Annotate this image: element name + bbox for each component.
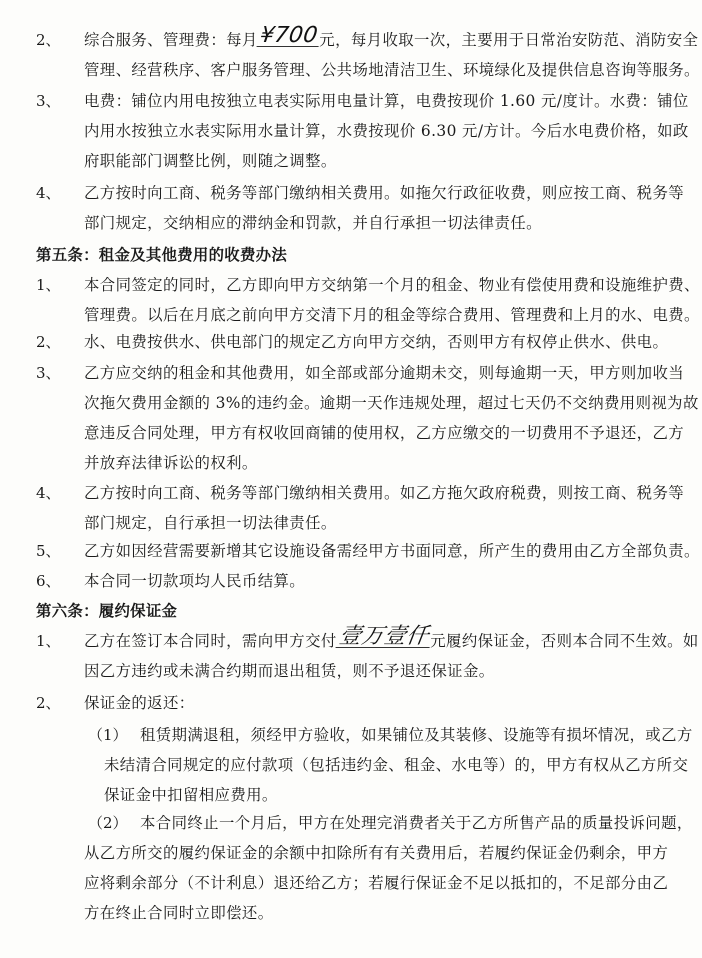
sub-clause-text: 租赁期满退租，须经甲方验收，如果铺位及其装修、设施等有损坏情况，或乙方: [140, 726, 693, 744]
clause-number: 6、: [36, 572, 61, 590]
section-heading: 第六条：履约保证金: [36, 602, 178, 620]
clause-number: 3、: [36, 92, 61, 110]
sub-clause-text: 从乙方所交的履约保证金的余额中扣除所有有关费用后，若履约保证金仍剩余，甲方: [84, 844, 669, 862]
sub-clause-text: 未结清合同规定的应付款项（包括违约金、租金、水电等）的，甲方有权从乙方所交: [104, 756, 689, 774]
clause-number: 2、: [36, 333, 61, 351]
clause-number: 3、: [36, 364, 61, 382]
handwritten-amount: ¥700: [258, 23, 320, 48]
sub-clause-number: （1）: [88, 726, 128, 744]
clause-number: 2、: [36, 694, 61, 712]
clause-text: 乙方按时向工商、税务等部门缴纳相关费用。如拖欠行政征收费，则应按工商、税务等 部门规定，交纳相应的滞纳金和罚款，并自行承担一切法律责任。: [84, 184, 685, 232]
clause-text: 乙方应交纳的租金和其他费用，如全部或部分逾期未交，则每逾期一天，甲方则加收当 次拖欠费用金额的 3%的违约金。逾期一天作违规处理，超过七天仍不交纳费用则视为故 意违反合同处理，甲方有权收回商铺的使用权，乙方应缴交的一切费用不予退还，乙方 并放弃法律诉讼的权利。: [84, 364, 699, 472]
clause-number: 4、: [36, 484, 61, 502]
sub-clause-text: 方在终止合同时立即偿还。: [84, 904, 274, 922]
clause-text: 本合同一切款项均人民币结算。: [84, 572, 306, 590]
clause-text: 乙方如因经营需要新增其它设施设备需经甲方书面同意，所产生的费用由乙方全部负责。: [84, 542, 700, 560]
clause-text: 保证金的返还：: [84, 694, 195, 712]
clause-number: 5、: [36, 542, 61, 560]
clause-number: 1、: [36, 276, 61, 294]
clause-number: 4、: [36, 184, 61, 202]
sub-clause-text: 应将剩余部分（不计利息）退还给乙方；若履行保证金不足以抵扣的，不足部分由乙: [84, 874, 669, 892]
clause-text: 水、电费按供水、供电部门的规定乙方向甲方交纳，否则甲方有权停止供水、供电。: [84, 333, 669, 351]
sub-clause-text: 保证金中扣留相应费用。: [104, 786, 278, 804]
clause-text: 本合同签定的同时，乙方即向甲方交纳第一个月的租金、物业有偿使用费和设施维护费、 管理费。以后在月底之前向甲方交清下月的租金等综合费用、管理费和上月的水、电费。: [84, 276, 700, 324]
clause-text: 乙方在签订本合同时，需向甲方交付壹万壹仟元履约保证金，否则本合同不生效。如 因乙方违约或未满合约期而退出租赁，则不予退还保证金。: [84, 624, 699, 680]
clause-text: 乙方按时向工商、税务等部门缴纳相关费用。如乙方拖欠政府税费，则按工商、税务等 部门规定，自行承担一切法律责任。: [84, 484, 685, 532]
handwritten-amount: 壹万壹仟: [337, 624, 431, 649]
clause-text: 综合服务、管理费：每月¥700元，每月收取一次，主要用于日常治安防范、消防安全 管理、经营秩序、客户服务管理、公共场地清洁卫生、环境绿化及提供信息咨询等服务。: [84, 23, 700, 79]
clause-text: 电费：铺位内用电按独立电表实际用电量计算，电费按现价 1.60 元/度计。水费：铺位 内用水按独立水表实际用水量计算，水费按现价 6.30 元/方计。今后水电费价格，如政 府职能部门调整比例，则随之调整。: [84, 92, 689, 170]
sub-clause-number: （2）: [88, 814, 128, 832]
clause-number: 2、: [36, 31, 61, 49]
clause-number: 1、: [36, 632, 61, 650]
section-heading: 第五条：租金及其他费用的收费办法: [36, 246, 288, 264]
sub-clause-text: 本合同终止一个月后，甲方在处理完消费者关于乙方所售产品的质量投诉问题，: [140, 814, 693, 832]
